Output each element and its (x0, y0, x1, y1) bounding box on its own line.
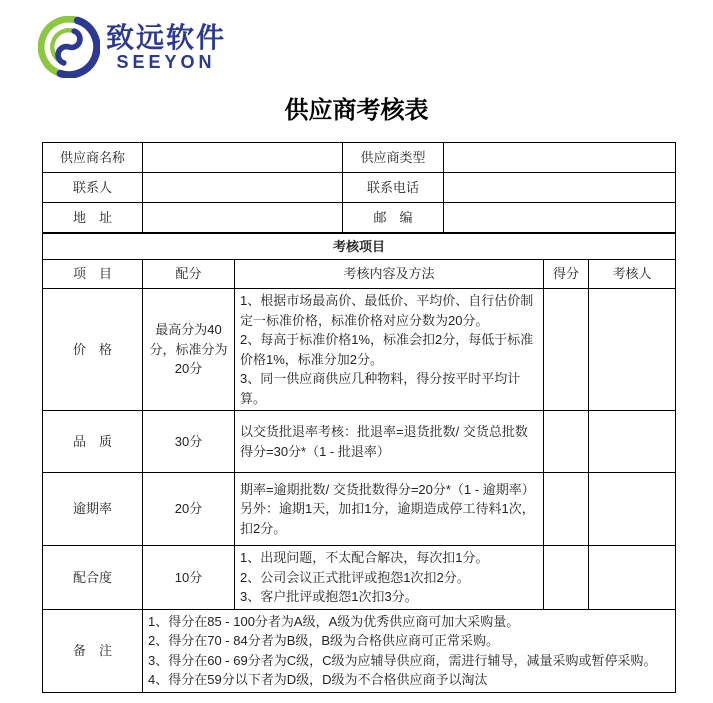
remark-label: 备 注 (43, 609, 143, 692)
item-label: 价 格 (43, 289, 143, 411)
method-line: 2、每高于标准价格1%，标准会扣2分，每低于标准价格1%，标准分加2分。 (240, 332, 534, 367)
item-label: 品 质 (43, 411, 143, 473)
method-line: 2、公司会议正式批评或抱怨1次扣2分。 (240, 569, 470, 585)
assessment-section-title: 考核项目 (43, 234, 676, 260)
label-address: 地 址 (43, 203, 143, 233)
brand-name-en: SEEYON (116, 52, 216, 72)
method-line: 1、根据市场最高价、最低价、平均价、自行估价制定一标准价格，标准价格对应分数为20分。 (240, 293, 534, 328)
label-supplier-type: 供应商类型 (343, 143, 444, 173)
info-row-address-zip (43, 203, 676, 233)
method-line: 期率=逾期批数/ 交货批数得分=20分*（1 - 逾期率） (240, 481, 535, 497)
weight-value: 最高分为40分，标准分为20分 (143, 289, 235, 411)
method-line: 3、客户批评或抱怨1次扣3分。 (240, 589, 418, 604)
brand-logo (38, 16, 226, 78)
method-line: 3、同一供应商供应几种物料，得分按平时平均计算。 (240, 371, 521, 406)
field-contact-phone[interactable] (444, 173, 676, 203)
label-supplier-name: 供应商名称 (43, 143, 143, 173)
remark-line: 3、得分在60 - 69分者为C级，C级为应辅导供应商，需进行辅导，减量采购或暂停采购。 (148, 652, 657, 668)
assessment-row-overdue (43, 473, 676, 546)
method-line: 得分=30分*（1 - 批退率） (240, 443, 390, 459)
col-header-item: 项 目 (43, 260, 143, 289)
remark-cell (143, 609, 676, 692)
assessment-row-price (43, 289, 676, 411)
remark-line: 2、得分在70 - 84分者为B级，B级为合格供应商可正常采购。 (148, 633, 500, 648)
brand-text (106, 23, 226, 71)
weight-value: 10分 (143, 546, 235, 610)
remark-line: 4、得分在59分以下者为D级，D级为不合格供应商予以淘汰 (148, 672, 488, 687)
field-supplier-type[interactable] (444, 143, 676, 173)
col-header-assessor: 考核人 (589, 260, 676, 289)
method-line: 另外：逾期1天，加扣1分，逾期造成停工待料1次，扣2分。 (240, 501, 535, 536)
field-assessor[interactable] (589, 546, 676, 610)
label-zipcode: 邮 编 (343, 203, 444, 233)
label-contact-person: 联系人 (43, 173, 143, 203)
field-assessor[interactable] (589, 289, 676, 411)
method-cell (235, 289, 544, 411)
brand-name-cn: 致远软件 (106, 22, 227, 53)
weight-value: 20分 (143, 473, 235, 546)
field-zipcode[interactable] (444, 203, 676, 233)
method-cell (235, 546, 544, 610)
field-score[interactable] (544, 546, 589, 610)
page-title: 供应商考核表 (284, 97, 429, 124)
field-assessor[interactable] (589, 473, 676, 546)
col-header-method: 考核内容及方法 (235, 260, 544, 289)
assessment-row-cooperation (43, 546, 676, 610)
field-assessor[interactable] (589, 411, 676, 473)
field-contact-person[interactable] (143, 173, 343, 203)
field-score[interactable] (544, 473, 589, 546)
weight-value: 30分 (143, 411, 235, 473)
method-line: 1、出现问题，不太配合解决，每次扣1分。 (240, 550, 489, 565)
method-cell (235, 411, 544, 473)
assessment-row-quality (43, 411, 676, 473)
item-label: 逾期率 (43, 473, 143, 546)
field-supplier-name[interactable] (143, 143, 343, 173)
method-cell (235, 473, 544, 546)
form-body (42, 142, 675, 693)
remark-line: 1、得分在85 - 100分者为A级，A级为优秀供应商可加大采购量。 (148, 613, 520, 629)
col-header-weight: 配分 (143, 260, 235, 289)
field-address[interactable] (143, 203, 343, 233)
field-score[interactable] (544, 411, 589, 473)
field-score[interactable] (544, 289, 589, 411)
seeyon-swirl-icon (38, 16, 100, 78)
info-row-contact-phone (43, 173, 676, 203)
assessment-section-row (43, 234, 676, 260)
supplier-info-table (42, 142, 676, 233)
method-line: 以交货批退率考核：批退率=退货批数/ 交货总批数 (240, 424, 528, 439)
assessment-row-remark (43, 609, 676, 692)
assessment-table (42, 233, 676, 693)
item-label: 配合度 (43, 546, 143, 610)
info-row-name-type (43, 143, 676, 173)
assessment-header-row (43, 260, 676, 289)
label-contact-phone: 联系电话 (343, 173, 444, 203)
col-header-score: 得分 (544, 260, 589, 289)
